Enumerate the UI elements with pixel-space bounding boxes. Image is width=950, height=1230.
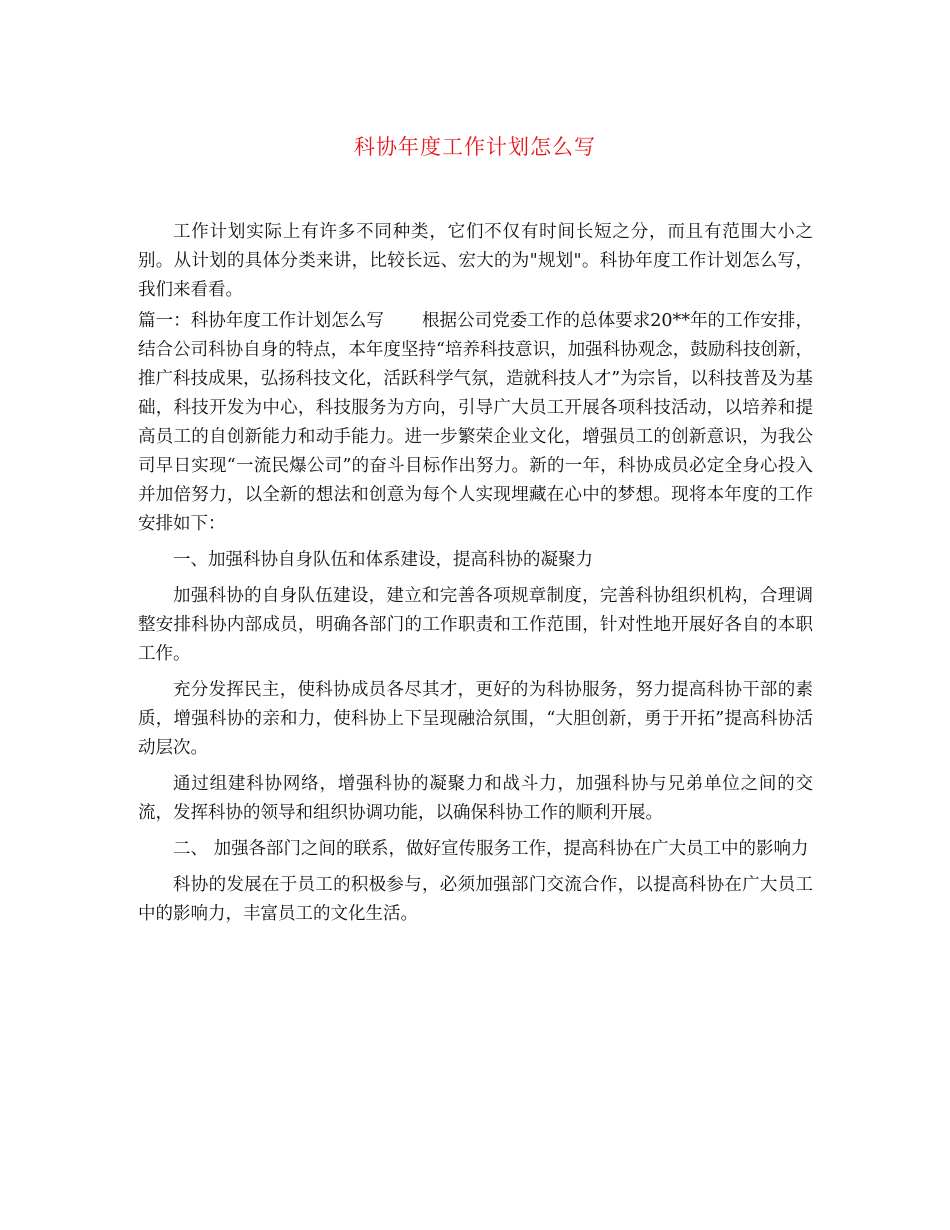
section-1-paragraph-1: 加强科协的自身队伍建设，建立和完善各项规章制度，完善科协组织机构，合理调整安排科协内部成员，明确各部门的工作职责和工作范围，针对性地开展好各自的本职工作。 bbox=[138, 586, 813, 664]
section-1-paragraph-3: 通过组建科协网络，增强科协的凝聚力和战斗力，加强科协与兄弟单位之间的交流，发挥科协的领导和组织协调功能，以确保科协工作的顺利开展。 bbox=[138, 774, 813, 823]
chapter-heading: 篇一：科协年度工作计划怎么写 bbox=[138, 311, 384, 331]
section-1-paragraph-2: 充分发挥民主，使科协成员各尽其才，更好的为科协服务，努力提高科协干部的素质，增强科协的亲和力，使科协上下呈现融洽氛围，“大胆创新，勇于开拓”提高科协活动层次。 bbox=[138, 680, 813, 758]
document-body bbox=[138, 218, 813, 929]
chapter-text: 根据公司党委工作的总体要求20**年的工作安排，结合公司科协自身的特点，本年度坚持“培养科技意识，加强科协观念，鼓励科技创新，推广科技成果，弘扬科技文化，活跃科学气氛，造就科技人才”为宗旨，以科技普及为基础，科技开发为中心，科技服务为方向，引导广大员工开展各项科技活动，以培养和提高员工的自创新能力和动手能力。进一步繁荣企业文化，增强员工的创新意识，为我公司早日实现“一流民爆公司”的奋斗目标作出努力。新的一年，科协成员必定全身心投入并加倍努力，以全新的想法和创意为每个人实现埋藏在心中的梦想。现将本年度的工作安排如下： bbox=[138, 311, 813, 534]
section-2-heading: 二、 加强各部门之间的联系，做好宣传服务工作，提高科协在广大员工中的影响力 bbox=[173, 839, 809, 859]
document-title: 科协年度工作计划怎么写 bbox=[354, 135, 596, 159]
chapter-paragraph bbox=[138, 307, 813, 539]
intro-paragraph: 工作计划实际上有许多不同种类，它们不仅有时间长短之分，而且有范围大小之别。从计划的具体分类来讲，比较长远、宏大的为"规划"。科协年度工作计划怎么写，我们来看看。 bbox=[138, 222, 813, 300]
section-1-heading: 一、加强科协自身队伍和体系建设，提高科协的凝聚力 bbox=[173, 550, 593, 570]
section-2-paragraph-1: 科协的发展在于员工的积极参与，必须加强部门交流合作，以提高科协在广大员工中的影响力，丰富员工的文化生活。 bbox=[138, 875, 813, 924]
